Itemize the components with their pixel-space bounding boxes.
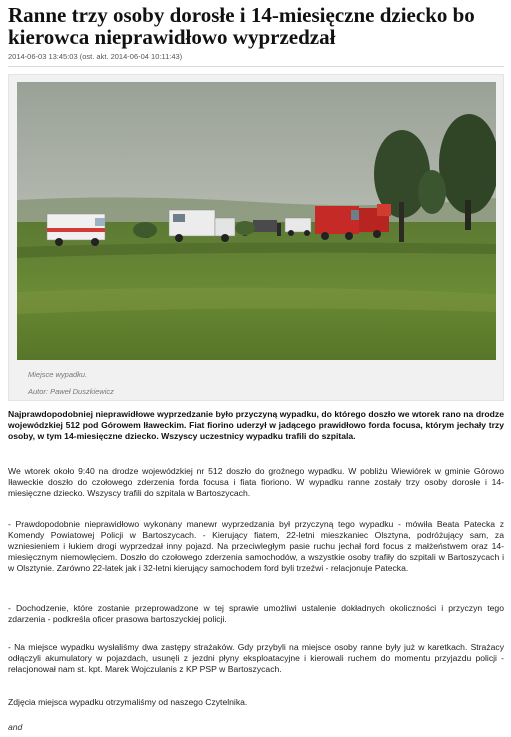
title-divider [8, 66, 504, 67]
paragraph-5: Zdjęcia miejsca wypadku otrzymaliśmy od naszego Czytelnika. [8, 697, 248, 707]
photo-scene [17, 82, 496, 360]
accident-photo[interactable] [17, 82, 496, 360]
paragraph-2: - Prawdopodobnie nieprawidłowo wykonany manewr wyprzedzania był przyczyną tego wypadku - mówiła Beata Patecka z Komendy Powiatowej Policji w Bartoszycach. - Kierujący fiatem, 22-letni mieszkaniec Olsztyna, podróżujący sam, za wzniesieniem i łukiem drogi wyprzedzał inny pojazd. Na przeciwległym pasie ruchu jechał ford focus z małżeństwem oraz 14-miesięcznym niemowlęciem. Doszło do czołowego zderzenia samochodów, a wszystkie osoby trafiły do szpitali w Bartoszycach i w Olsztynie. Zarówno 22-latek jak i 32-letni kierujący samochodem ford byli trzeźwi - relacjonuje Patecka. [8, 519, 504, 574]
photo-caption: Miejsce wypadku. [28, 370, 88, 379]
article-title: Ranne trzy osoby dorosłe i 14-miesięczne dziecko bo kierowca nieprawidłowo wyprzedzał [8, 3, 475, 49]
article-dates [8, 52, 182, 61]
paragraph-1: We wtorek około 9:40 na drodze wojewódzkiej nr 512 doszło do groźnego wypadku. W pobliżu Wiewiórek w gminie Górowo Iławeckie doszło do czołowego zderzenia forda focusa i fiata fioriono. W wypadku ranne zostały trzy osoby dorosłe i 14-miesięczne dziecko. Wszyscy trafili do szpitala w Bartoszycach. [8, 466, 504, 499]
published-date: 2014-06-03 13:45:03 [8, 52, 78, 61]
paragraph-4: - Na miejsce wypadku wysłaliśmy dwa zastępy strażaków. Gdy przybyli na miejsce osoby ranne były już w karetkach. Strażacy odłączyli akumulatory w pojazdach, usunęli z jezdni płyny eksploatacyjne i kierowali ruchem do momentu przyjazdu policji - relacjonował nam st. kpt. Marek Wojczulanis z KP PSP w Bartoszycach. [8, 642, 504, 675]
paragraph-3: - Dochodzenie, które zostanie przeprowadzone w tej sprawie umożliwi ustalenie dokładnych okoliczności i przyczyn tego zdarzenia - podkreśla oficer prasowa bartoszyckiej policji. [8, 603, 504, 625]
author-signature: and [8, 722, 23, 732]
article-lead: Najprawdopodobniej nieprawidłowe wyprzedzanie było przyczyną wypadku, do którego doszło we wtorek rano na drodze wojewódzkiej 512 pod Górowem Iławeckim. Fiat fiorino uderzył w jadącego prawidłowo forda focusa, którym jechały trzy osoby, w tym 14-miesięczne dziecko. Wszyscy uczestnicy wypadku trafili do szpitala. [8, 409, 504, 442]
updated-date: (ost. akt. 2014-06-04 10:11:43) [79, 52, 183, 61]
photo-container [8, 74, 504, 401]
photo-author: Autor: Paweł Duszkiewicz [28, 387, 114, 396]
